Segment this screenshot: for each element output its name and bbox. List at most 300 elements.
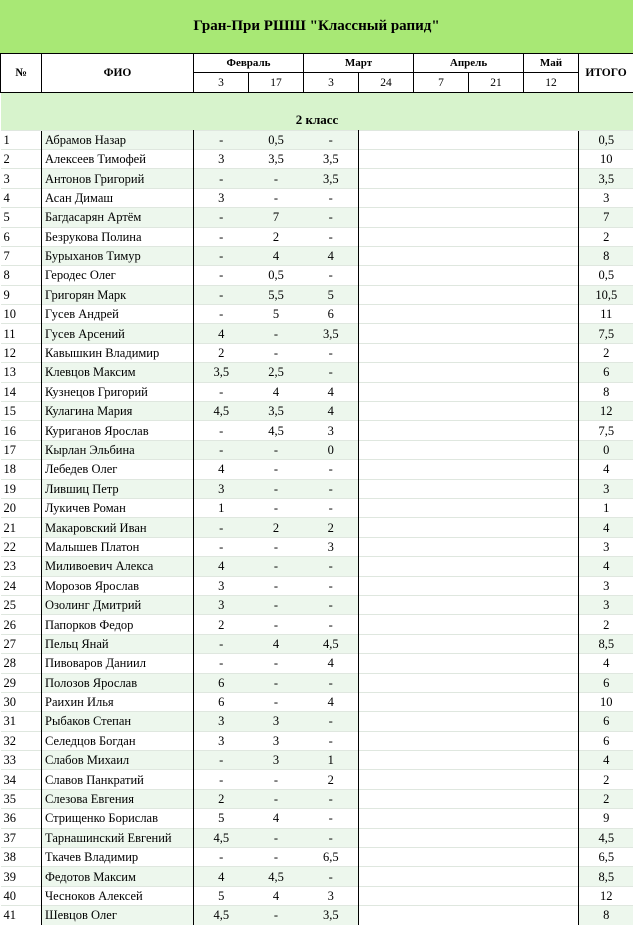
table-row (1, 130, 633, 149)
score-cell-empty (414, 770, 469, 789)
score-cell: 4 (249, 382, 304, 401)
score-cell: - (249, 557, 304, 576)
row-name: Алексеев Тимофей (42, 149, 194, 168)
score-cell: - (249, 324, 304, 343)
score-cell-empty (469, 751, 524, 770)
score-cell: - (194, 208, 249, 227)
score-cell-empty (359, 227, 414, 246)
score-cell-empty (524, 479, 579, 498)
score-cell: - (194, 130, 249, 149)
total-cell: 0,5 (579, 130, 633, 149)
row-number: 27 (1, 634, 42, 653)
score-cell: 4,5 (194, 906, 249, 925)
table-row (1, 751, 633, 770)
score-cell: 4 (194, 867, 249, 886)
score-cell-empty (469, 886, 524, 905)
score-cell-empty (469, 208, 524, 227)
table-row (1, 498, 633, 517)
score-cell: 3 (304, 886, 359, 905)
total-cell: 3 (579, 188, 633, 207)
row-name: Абрамов Назар (42, 130, 194, 149)
score-cell: 4,5 (194, 402, 249, 421)
score-cell-empty (469, 867, 524, 886)
row-name: Стрищенко Борислав (42, 809, 194, 828)
score-cell-empty (469, 692, 524, 711)
score-cell-empty (359, 130, 414, 149)
score-cell: 7 (249, 208, 304, 227)
total-cell: 0 (579, 440, 633, 459)
score-cell-empty (469, 809, 524, 828)
score-cell: 2 (194, 615, 249, 634)
score-cell-empty (414, 460, 469, 479)
score-cell: - (249, 440, 304, 459)
score-cell: - (194, 751, 249, 770)
score-cell-empty (414, 848, 469, 867)
score-cell: - (304, 130, 359, 149)
score-cell-empty (524, 751, 579, 770)
score-cell-empty (524, 518, 579, 537)
score-cell-empty (359, 751, 414, 770)
group-row (1, 111, 633, 130)
total-cell: 2 (579, 770, 633, 789)
score-cell-empty (524, 557, 579, 576)
row-name: Пивоваров Даниил (42, 654, 194, 673)
score-cell: 3,5 (304, 149, 359, 168)
table-row (1, 712, 633, 731)
row-number: 38 (1, 848, 42, 867)
score-cell: 4 (304, 654, 359, 673)
score-cell-empty (414, 906, 469, 925)
score-cell-empty (359, 169, 414, 188)
row-number: 11 (1, 324, 42, 343)
score-cell: 3 (194, 712, 249, 731)
total-cell: 3 (579, 595, 633, 614)
score-cell-empty (414, 479, 469, 498)
table-row (1, 848, 633, 867)
score-cell-empty (524, 460, 579, 479)
score-cell-empty (359, 712, 414, 731)
header-month-apr: Апрель (414, 54, 524, 73)
score-cell: 4 (194, 324, 249, 343)
score-cell-empty (414, 343, 469, 362)
score-cell-empty (359, 246, 414, 265)
score-cell: - (304, 809, 359, 828)
score-cell-empty (359, 188, 414, 207)
score-cell-empty (469, 498, 524, 517)
score-cell: 2 (194, 343, 249, 362)
table-row (1, 615, 633, 634)
table-row (1, 479, 633, 498)
score-cell-empty (359, 537, 414, 556)
score-cell: - (304, 266, 359, 285)
table-row (1, 770, 633, 789)
table-row (1, 440, 633, 459)
row-number: 40 (1, 886, 42, 905)
score-cell-empty (359, 285, 414, 304)
score-cell-empty (414, 227, 469, 246)
score-cell-empty (414, 537, 469, 556)
score-cell-empty (414, 402, 469, 421)
score-cell: - (249, 654, 304, 673)
score-cell: 3 (249, 751, 304, 770)
score-cell-empty (469, 906, 524, 925)
score-cell-empty (359, 460, 414, 479)
row-number: 20 (1, 498, 42, 517)
score-cell: 5,5 (249, 285, 304, 304)
score-cell-empty (414, 208, 469, 227)
score-cell-empty (524, 382, 579, 401)
header-month-may: Май (524, 54, 579, 73)
score-cell: 5 (194, 886, 249, 905)
score-cell-empty (414, 149, 469, 168)
score-cell-empty (414, 382, 469, 401)
score-cell-empty (359, 421, 414, 440)
total-cell: 7,5 (579, 324, 633, 343)
group-title: 2 класс (1, 111, 633, 130)
score-cell: - (194, 266, 249, 285)
score-cell: - (249, 828, 304, 847)
score-cell: 3 (249, 712, 304, 731)
total-cell: 3 (579, 479, 633, 498)
score-cell-empty (524, 324, 579, 343)
score-cell: 4,5 (249, 421, 304, 440)
score-cell: - (249, 789, 304, 808)
table-row (1, 382, 633, 401)
score-cell-empty (524, 149, 579, 168)
total-cell: 8 (579, 382, 633, 401)
score-cell-empty (359, 363, 414, 382)
score-cell: 2 (249, 227, 304, 246)
row-number: 26 (1, 615, 42, 634)
row-number: 21 (1, 518, 42, 537)
table-row (1, 402, 633, 421)
score-cell-empty (469, 421, 524, 440)
score-cell-empty (359, 149, 414, 168)
score-cell: - (249, 906, 304, 925)
table-row (1, 246, 633, 265)
total-cell: 6 (579, 673, 633, 692)
score-cell: 2 (194, 789, 249, 808)
score-cell: - (194, 169, 249, 188)
score-cell-empty (524, 828, 579, 847)
row-number: 23 (1, 557, 42, 576)
row-number: 18 (1, 460, 42, 479)
score-cell: 3,5 (304, 906, 359, 925)
score-cell-empty (359, 305, 414, 324)
row-name: Кавышкин Владимир (42, 343, 194, 362)
score-cell-empty (524, 634, 579, 653)
score-cell: - (194, 770, 249, 789)
score-cell: - (249, 537, 304, 556)
score-cell: 3 (194, 149, 249, 168)
score-cell-empty (359, 266, 414, 285)
results-table (0, 53, 633, 925)
row-number: 24 (1, 576, 42, 595)
score-cell-empty (469, 828, 524, 847)
score-cell: - (304, 363, 359, 382)
score-cell-empty (359, 382, 414, 401)
score-cell: 4 (304, 382, 359, 401)
score-cell-empty (414, 169, 469, 188)
score-cell-empty (524, 654, 579, 673)
score-cell-empty (469, 576, 524, 595)
score-cell-empty (524, 188, 579, 207)
score-cell-empty (524, 305, 579, 324)
total-cell: 6,5 (579, 848, 633, 867)
score-cell: - (304, 867, 359, 886)
total-cell: 12 (579, 886, 633, 905)
score-cell-empty (469, 789, 524, 808)
score-cell: 3 (194, 595, 249, 614)
score-cell-empty (524, 576, 579, 595)
score-cell: - (304, 498, 359, 517)
row-name: Слезова Евгения (42, 789, 194, 808)
score-cell-empty (359, 848, 414, 867)
score-cell-empty (414, 615, 469, 634)
score-cell-empty (414, 731, 469, 750)
total-cell: 6 (579, 363, 633, 382)
score-cell: - (249, 498, 304, 517)
score-cell-empty (524, 809, 579, 828)
row-number: 3 (1, 169, 42, 188)
score-cell: 4,5 (249, 867, 304, 886)
score-cell: 6,5 (304, 848, 359, 867)
score-cell-empty (469, 518, 524, 537)
table-row (1, 343, 633, 362)
header-day: 24 (359, 73, 414, 92)
score-cell-empty (359, 402, 414, 421)
score-cell-empty (524, 343, 579, 362)
score-cell: 5 (194, 809, 249, 828)
header-month-mar: Март (304, 54, 414, 73)
score-cell: - (304, 557, 359, 576)
score-cell: 0 (304, 440, 359, 459)
table-row (1, 906, 633, 925)
score-cell: 3,5 (194, 363, 249, 382)
score-cell: - (249, 188, 304, 207)
score-cell-empty (524, 285, 579, 304)
row-number: 41 (1, 906, 42, 925)
score-cell: 0,5 (249, 130, 304, 149)
score-cell-empty (359, 809, 414, 828)
score-cell: - (304, 595, 359, 614)
row-name: Безрукова Полина (42, 227, 194, 246)
table-row (1, 285, 633, 304)
score-cell-empty (359, 518, 414, 537)
score-cell: - (249, 848, 304, 867)
row-name: Шевцов Олег (42, 906, 194, 925)
score-cell-empty (414, 246, 469, 265)
score-cell: - (194, 537, 249, 556)
score-cell: 0,5 (249, 266, 304, 285)
score-cell-empty (359, 886, 414, 905)
score-cell-empty (414, 305, 469, 324)
row-number: 22 (1, 537, 42, 556)
score-cell: 3 (194, 188, 249, 207)
score-cell-empty (414, 809, 469, 828)
total-cell: 8,5 (579, 634, 633, 653)
score-cell: - (304, 460, 359, 479)
score-cell-empty (414, 324, 469, 343)
table-row (1, 886, 633, 905)
total-cell: 6 (579, 731, 633, 750)
score-cell: 4 (249, 634, 304, 653)
score-cell-empty (359, 208, 414, 227)
score-cell: 4 (249, 886, 304, 905)
row-name: Лукичев Роман (42, 498, 194, 517)
score-cell: - (304, 731, 359, 750)
row-number: 39 (1, 867, 42, 886)
score-cell-empty (524, 227, 579, 246)
score-cell-empty (524, 595, 579, 614)
score-cell: 3 (249, 731, 304, 750)
row-number: 36 (1, 809, 42, 828)
total-cell: 3,5 (579, 169, 633, 188)
table-row (1, 363, 633, 382)
score-cell-empty (414, 266, 469, 285)
row-name: Пельц Янай (42, 634, 194, 653)
row-number: 5 (1, 208, 42, 227)
score-cell: 4,5 (304, 634, 359, 653)
total-cell: 10 (579, 149, 633, 168)
score-cell-empty (469, 149, 524, 168)
header-day: 21 (469, 73, 524, 92)
score-cell-empty (469, 460, 524, 479)
score-cell-empty (524, 363, 579, 382)
score-cell-empty (359, 673, 414, 692)
score-cell: - (194, 848, 249, 867)
score-cell: 3 (304, 421, 359, 440)
score-cell: - (304, 789, 359, 808)
score-cell-empty (469, 305, 524, 324)
total-cell: 0,5 (579, 266, 633, 285)
score-cell-empty (414, 421, 469, 440)
score-cell-empty (469, 557, 524, 576)
score-cell: - (194, 285, 249, 304)
row-number: 12 (1, 343, 42, 362)
score-cell-empty (524, 886, 579, 905)
score-cell: - (249, 343, 304, 362)
score-cell: 6 (194, 692, 249, 711)
row-name: Гусев Андрей (42, 305, 194, 324)
score-cell-empty (414, 130, 469, 149)
score-cell-empty (469, 673, 524, 692)
header-total: ИТОГО (579, 54, 633, 93)
score-cell-empty (524, 848, 579, 867)
total-cell: 9 (579, 809, 633, 828)
score-cell-empty (524, 770, 579, 789)
row-name: Папорков Федор (42, 615, 194, 634)
header-month-feb: Февраль (194, 54, 304, 73)
score-cell-empty (524, 208, 579, 227)
score-cell: 6 (304, 305, 359, 324)
row-number: 25 (1, 595, 42, 614)
table-row (1, 188, 633, 207)
total-cell: 2 (579, 343, 633, 362)
row-number: 29 (1, 673, 42, 692)
table-row (1, 460, 633, 479)
score-cell-empty (469, 634, 524, 653)
table-row (1, 421, 633, 440)
total-cell: 10,5 (579, 285, 633, 304)
header-day: 3 (304, 73, 359, 92)
score-cell: 3 (194, 731, 249, 750)
row-number: 32 (1, 731, 42, 750)
score-cell: - (304, 576, 359, 595)
score-cell-empty (359, 634, 414, 653)
row-number: 33 (1, 751, 42, 770)
score-cell-empty (414, 188, 469, 207)
score-cell-empty (414, 751, 469, 770)
row-name: Тарнашинский Евгений (42, 828, 194, 847)
score-cell: - (249, 576, 304, 595)
score-cell-empty (359, 770, 414, 789)
score-cell: 2,5 (249, 363, 304, 382)
score-cell-empty (524, 169, 579, 188)
score-cell: - (304, 828, 359, 847)
row-number: 13 (1, 363, 42, 382)
score-cell: 2 (304, 518, 359, 537)
score-cell-empty (414, 595, 469, 614)
row-number: 31 (1, 712, 42, 731)
row-name: Морозов Ярослав (42, 576, 194, 595)
score-cell-empty (359, 557, 414, 576)
score-cell-empty (414, 440, 469, 459)
row-name: Лившиц Петр (42, 479, 194, 498)
row-name: Асан Димаш (42, 188, 194, 207)
score-cell-empty (414, 867, 469, 886)
score-cell-empty (359, 906, 414, 925)
row-name: Раихин Илья (42, 692, 194, 711)
row-number: 34 (1, 770, 42, 789)
table-row (1, 867, 633, 886)
score-cell: - (304, 188, 359, 207)
score-cell-empty (359, 498, 414, 517)
score-cell-empty (469, 169, 524, 188)
table-row (1, 595, 633, 614)
score-cell-empty (359, 731, 414, 750)
score-cell-empty (524, 537, 579, 556)
total-cell: 2 (579, 789, 633, 808)
row-name: Кузнецов Григорий (42, 382, 194, 401)
score-cell: 2 (304, 770, 359, 789)
score-cell-empty (359, 654, 414, 673)
header-row-months (1, 54, 633, 73)
score-cell: 4 (304, 402, 359, 421)
score-cell-empty (469, 285, 524, 304)
total-cell: 10 (579, 692, 633, 711)
score-cell: 3,5 (249, 402, 304, 421)
score-cell-empty (469, 770, 524, 789)
score-cell-empty (469, 363, 524, 382)
score-cell: 4 (304, 692, 359, 711)
score-cell-empty (414, 557, 469, 576)
table-row (1, 169, 633, 188)
row-number: 15 (1, 402, 42, 421)
row-name: Бурыханов Тимур (42, 246, 194, 265)
score-cell-empty (359, 440, 414, 459)
score-cell: 4 (249, 246, 304, 265)
row-name: Полозов Ярослав (42, 673, 194, 692)
score-cell: - (304, 343, 359, 362)
row-name: Малышев Платон (42, 537, 194, 556)
score-cell: - (194, 634, 249, 653)
score-cell-empty (469, 382, 524, 401)
row-number: 6 (1, 227, 42, 246)
row-number: 19 (1, 479, 42, 498)
table-row (1, 634, 633, 653)
row-name: Антонов Григорий (42, 169, 194, 188)
